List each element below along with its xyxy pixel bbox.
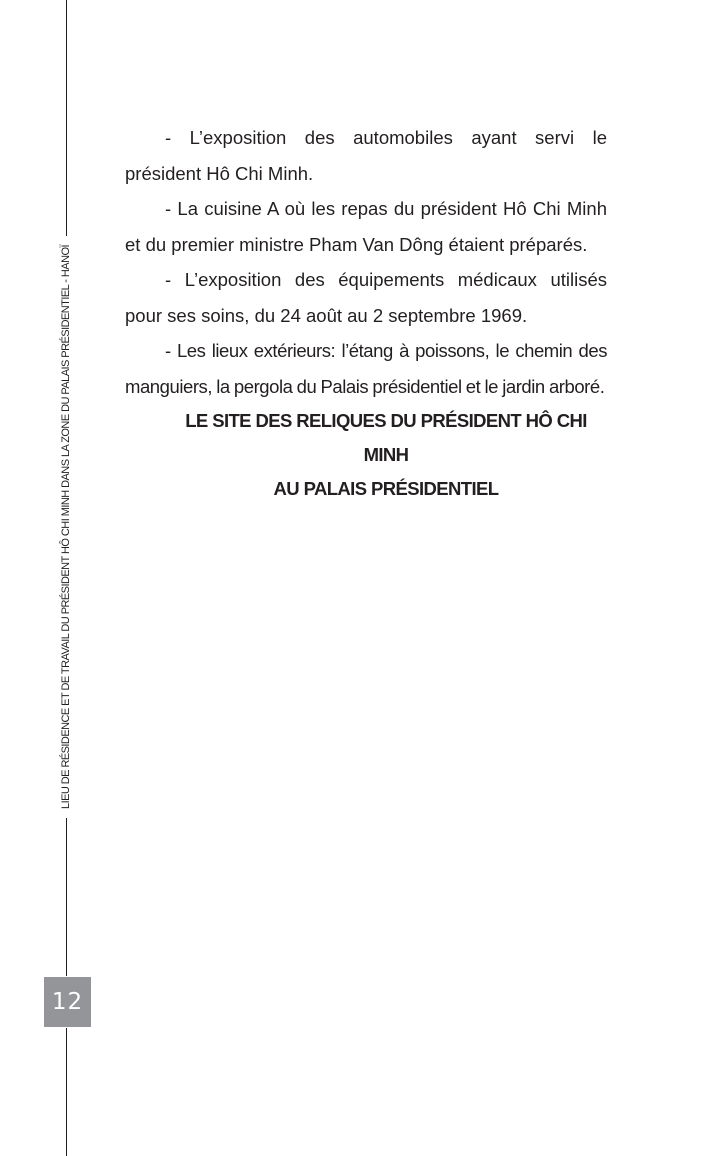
section-heading-line-1: LE SITE DES RELIQUES DU PRÉSIDENT HÔ CHI MINH — [185, 410, 587, 465]
running-title: LIEU DE RÉSIDENCE ET DE TRAVAIL DU PRÉSIDENT HÔ CHI MINH DANS LA ZONE DU PALAIS PRÉSIDENTIEL - HANOÏ — [59, 237, 73, 817]
margin-rule-middle — [66, 818, 67, 976]
paragraph-kitchen: - La cuisine A où les repas du président Hô Chi Minh et du premier ministre Pham Van Dông étaient préparés. — [125, 198, 607, 255]
paragraph-outdoor-places: - Les lieux extérieurs: l’étang à poissons, le chemin des manguiers, la pergola du Palais présidentiel et le jardin arboré. — [125, 340, 607, 397]
paragraph-medical-equipment: - L’exposition des équipements médicaux utilisés pour ses soins, du 24 août au 2 septembre 1969. — [125, 269, 607, 326]
margin-rule-bottom — [66, 1028, 67, 1156]
page-number: 12 — [44, 977, 91, 1027]
section-heading — [125, 404, 607, 506]
margin-rule-top — [66, 0, 67, 236]
page-body — [125, 120, 607, 506]
section-heading-line-2: AU PALAIS PRÉSIDENTIEL — [273, 478, 499, 499]
paragraph-automobiles: - L’exposition des automobiles ayant servi le président Hô Chi Minh. — [125, 127, 607, 184]
